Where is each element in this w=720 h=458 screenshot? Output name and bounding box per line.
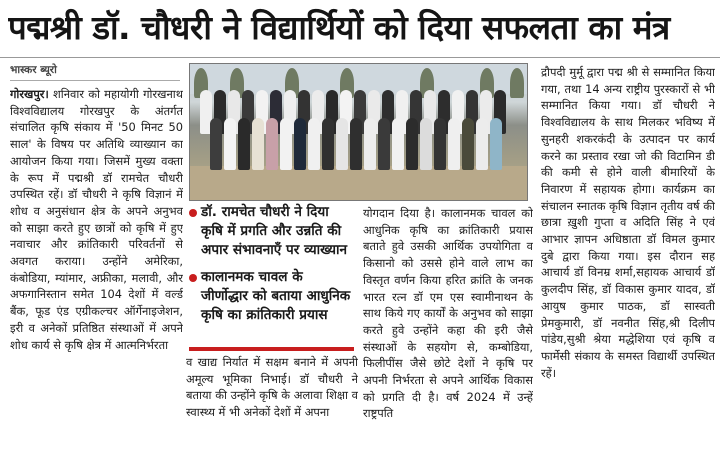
article-column-4 xyxy=(541,64,715,456)
headline: पद्मश्री डॉ. चौधरी ने विद्यार्थियों को दिया सफलता का मंत्र xyxy=(8,8,670,47)
article-text-2: व खाद्य निर्यात में सक्षम बनाने में अपनी अमूल्य भूमिका निभाई। डॉ चौधरी ने बताया की उन्होंने कृषि के अलावा शिक्षा व स्वास्थ्य में भी अनेकों देशों में अपना xyxy=(186,355,358,420)
dateline: गोरखपुर। xyxy=(10,87,49,101)
article-column-2 xyxy=(186,354,358,456)
highlight-item xyxy=(189,203,354,260)
group-photo xyxy=(189,63,528,201)
highlight-text-2: कालानमक चावल के जीर्णोद्धार को बताया आधुनिक कृषि का क्रांतिकारी प्रयास xyxy=(201,269,351,323)
article-text-4: द्रौपदी मुर्मू द्वारा पद्म श्री से सम्मानित किया गया, तथा 14 अन्य राष्ट्रीय पुरस्कारों से भी सम्मानित किया गया। डॉ चौधरी ने विश्वविद्यालय के साथ मिलकर भविष्य में सुनहरी शकरकंदी के उत्पादन पर कार्य करने का प्रस्ताव रखा जो की विटामिन डी की कमी से होने वाली बीमारियों के निवारण में सहायक होगा। कार्यक्रम का संचालन स्नातक कृषि विज्ञान तृतीय वर्ष की छात्रा ख़ुशी गुप्ता व अदिति सिंह ने एवं आभार ज्ञापन अधिष्ठाता डॉ विमल कुमार दुबे द्वारा किया गया। इस दौरान सह आचार्य डॉ विनम्र शर्मा,सहायक आचार्य डॉ कुलदीप सिंह, डॉ विकास कुमार यादव, डॉ आयुष कुमार पाठक, डॉ सास्वती प्रेमकुमारी, डॉ नवनीत सिंह,श्री दिलीप पांडेय,सुश्री श्रेया मद्धेशिया एवं कृषि व फार्मेसी संकाय के समस्त विद्यार्थी उपस्थित रहें। xyxy=(541,65,715,380)
headline-divider xyxy=(0,57,720,58)
highlight-item xyxy=(189,268,354,325)
article-column-1 xyxy=(10,86,183,456)
highlights-box xyxy=(189,203,354,351)
bullet-icon xyxy=(189,209,197,217)
byline-divider xyxy=(10,80,180,81)
article-text-1: शनिवार को महायोगी गोरखनाथ विश्वविद्यालय गोरखपुर के अंतर्गत संचालित कृषि संकाय में '50 मिनट 50 साल' के विषय पर अतिथि व्याख्यान का आयोजन किया गया। जिसमें मुख्य वक्ता के रूप में पद्मश्री डॉ रामचेत चौधरी उपस्थित रहें। डॉ चौधरी ने कृषि विज्ञानं में शोध व अनुसंधान क्षेत्र के अपने अनुभव को साझा करते हुए छात्रों को कृषि में हुए नवाचार और क्रांतिकारी परिवर्तनों से अवगत कराया। उन्होंने अमेरिका, कंबोडिया, म्यांमार, अफ्रीका, मलावी, और अफगानिस्तान समेत 104 देशों में वर्ल्ड बैंक, फूड एंड एग्रीकल्चर ऑर्गेनाइजेशन, इरी व अनेकों प्रतिष्ठित संस्थाओं में अपने शोध कार्य से कृषि क्षेत्र में आत्मनिर्भरता xyxy=(10,87,183,352)
highlight-text-1: डॉ. रामचेत चौधरी ने दिया कृषि में प्रगति और उन्नति की अपार संभावनाएँ पर व्याख्यान xyxy=(201,204,348,258)
byline: भास्कर ब्यूरो xyxy=(10,64,57,76)
article-column-3 xyxy=(363,205,533,456)
highlight-divider xyxy=(189,347,354,351)
article-text-3: योगदान दिया है। कालानमक चावल को आधुनिक कृषि का क्रांतिकारी प्रयास बताते हुवे उसकी आर्थिक उपयोगिता व किसानो को उससे होने वाले लाभ का विस्तृत वर्णन किया हरित क्रांति के जनक भारत रत्न डॉ एम एस स्वामीनाथन के साथ किये गए कार्यों के अनुभव को साझा करते हुवे उन्होंने कहा की इरी जैसे संस्थाओं के सहयोग से, कम्बोडिया, फिलीपींस जैसे छोटे देशों ने कृषि पर अपनी निर्भरता से अपने आर्थिक विकास को प्रगति दी है। वर्ष 2024 में उन्हें राष्ट्रपति xyxy=(363,206,533,421)
bullet-icon xyxy=(189,274,197,282)
